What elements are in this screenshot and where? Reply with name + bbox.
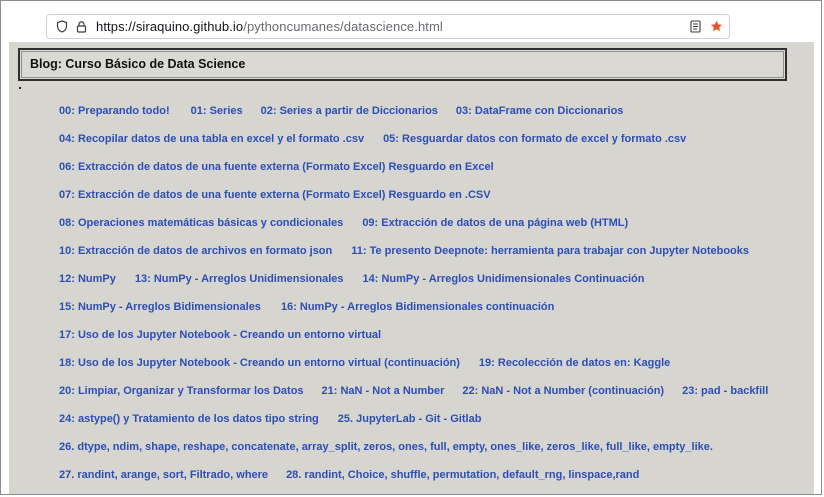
link-row [59, 269, 645, 285]
page-title: Blog: Curso Básico de Data Science [30, 57, 246, 71]
post-link[interactable]: 14: NumPy - Arreglos Unidimensionales Continuación [362, 273, 645, 285]
post-link[interactable]: 07: Extracción de datos de una fuente externa (Formato Excel) Resguardo en .CSV [59, 189, 491, 201]
url-path: /pythoncumanes/datascience.html [243, 19, 443, 34]
post-link[interactable]: 27. randint, arange, sort, Filtrado, where [59, 469, 269, 481]
url-host: https://siraquino.github.io [96, 19, 244, 34]
post-link[interactable]: 10: Extracción de datos de archivos en formato json [59, 245, 333, 257]
post-link[interactable]: 13: NumPy - Arreglos Unidimensionales [134, 273, 344, 285]
post-link[interactable]: 00: Preparando todo! [59, 105, 170, 117]
link-row [59, 381, 768, 397]
link-row [59, 241, 749, 257]
post-link[interactable]: 15: NumPy - Arreglos Bidimensionales [59, 301, 261, 313]
post-link[interactable]: 25. JupyterLab - Git - Gitlab [337, 413, 482, 425]
url-text[interactable] [96, 15, 443, 38]
post-link[interactable]: 05: Resguardar datos con formato de excel y formato .csv [383, 133, 687, 145]
link-row [59, 353, 670, 369]
post-link[interactable]: 24: astype() y Tratamiento de los datos tipo string [59, 413, 319, 425]
page-content [9, 42, 814, 494]
reader-view-icon[interactable] [687, 15, 703, 38]
post-link[interactable]: 19: Recolección de datos en: Kaggle [478, 357, 671, 369]
post-link[interactable]: 11: Te presento Deepnote: herramienta para trabajar con Jupyter Notebooks [351, 245, 749, 257]
post-link[interactable]: 28. randint, Choice, shuffle, permutation, default_rng, linspace,rand [286, 469, 640, 481]
link-row [59, 409, 481, 425]
post-link[interactable]: 09: Extracción de datos de una página web (HTML) [362, 217, 629, 229]
post-link[interactable]: 16: NumPy - Arreglos Bidimensionales continuación [280, 301, 555, 313]
link-row [59, 129, 686, 145]
post-link[interactable]: 18: Uso de los Jupyter Notebook - Creando un entorno virtual (continuación) [59, 357, 460, 369]
lock-icon[interactable] [73, 15, 89, 38]
title-box [18, 48, 787, 81]
post-link[interactable]: 22: NaN - Not a Number (continuación) [462, 385, 665, 397]
post-link[interactable]: 03: DataFrame con Diccionarios [455, 105, 624, 117]
post-link[interactable]: 04: Recopilar datos de una tabla en excel y el formato .csv [59, 133, 365, 145]
post-link[interactable]: 20: Limpiar, Organizar y Transformar los Datos [59, 385, 304, 397]
link-row [59, 213, 628, 229]
post-link[interactable]: 23: pad - backfill [682, 385, 769, 397]
link-row [59, 465, 639, 481]
post-link[interactable]: 26. dtype, ndim, shape, reshape, concatenate, array_split, zeros, ones, full, empty, ones_like, zeros_like, full_like, empty_like. [59, 441, 713, 453]
bullet-dot [19, 87, 21, 89]
post-link[interactable]: 21: NaN - Not a Number [321, 385, 445, 397]
link-row [59, 157, 494, 173]
post-link[interactable]: 01: Series [190, 105, 243, 117]
link-row [59, 101, 623, 117]
post-link[interactable]: 08: Operaciones matemáticas básicas y condicionales [59, 217, 344, 229]
link-row [59, 325, 381, 341]
bookmark-star-icon[interactable] [708, 15, 724, 38]
post-link[interactable]: 17: Uso de los Jupyter Notebook - Creando un entorno virtual [59, 329, 382, 341]
shield-icon[interactable] [54, 15, 70, 38]
link-row [59, 437, 713, 453]
post-link[interactable]: 12: NumPy [59, 273, 116, 285]
link-row [59, 297, 554, 313]
link-row [59, 185, 491, 201]
post-link[interactable]: 02: Series a partir de Diccionarios [260, 105, 438, 117]
post-link[interactable]: 06: Extracción de datos de una fuente externa (Formato Excel) Resguardo en Excel [59, 161, 494, 173]
url-bar[interactable] [46, 14, 730, 39]
